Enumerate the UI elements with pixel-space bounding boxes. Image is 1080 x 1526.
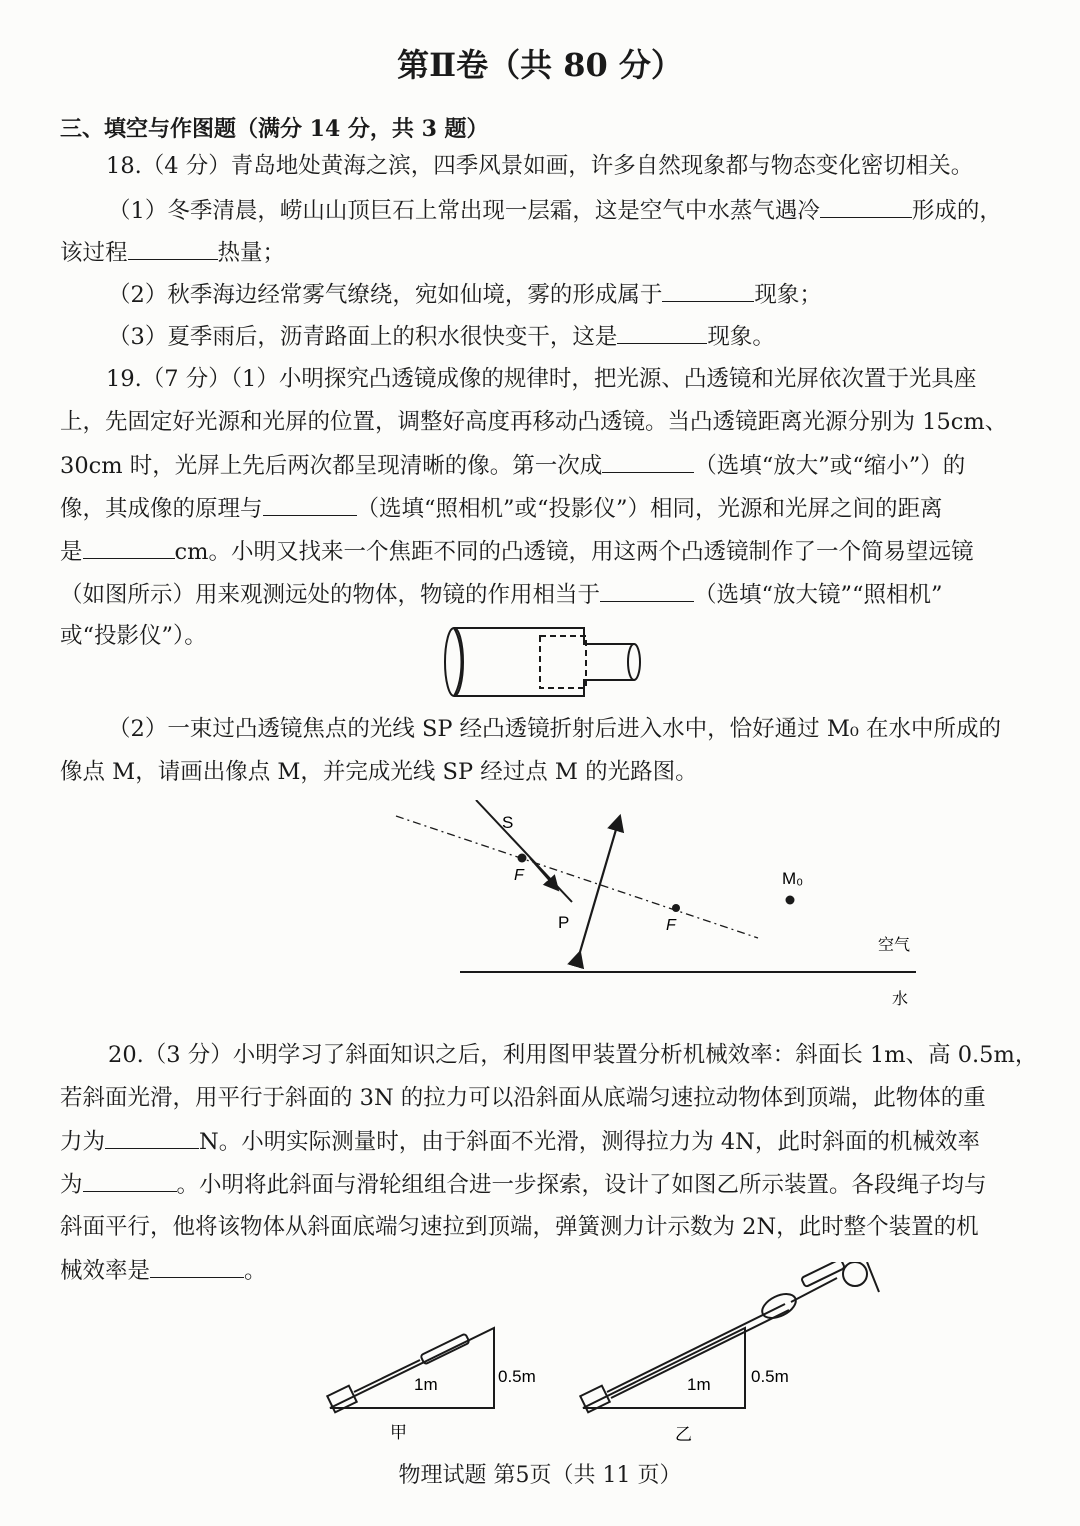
q19-line6-text-b: （选填“放大镜”“照相机” [694, 582, 943, 608]
q18-part2-text-a: （2）秋季海边经常雾气缭绕，宛如仙境，雾的形成属于 [108, 282, 663, 308]
q20-line4 [60, 1169, 987, 1200]
q20-line4-text-a: 为 [60, 1172, 83, 1198]
answer-blank[interactable] [83, 1169, 177, 1192]
wall-support [867, 1262, 879, 1292]
q19-line6 [60, 579, 943, 610]
q18-part1-line1 [108, 195, 1002, 226]
answer-blank[interactable] [83, 536, 175, 559]
incline-figure-b [575, 1262, 905, 1452]
spring-scale-b [801, 1262, 845, 1287]
rope-b-top [791, 1278, 837, 1302]
q19-line4-text-a: 像，其成像的原理与 [60, 496, 263, 522]
q20-line6-text-a: 械效率是 [60, 1258, 151, 1284]
q18-part1-line2 [60, 237, 285, 268]
page-title: 第Ⅱ卷（共 80 分） [397, 46, 683, 84]
label-p: P [558, 913, 570, 932]
answer-blank[interactable] [662, 279, 754, 302]
q18-part2 [108, 279, 822, 310]
q19-line5-text-a: 是 [60, 539, 83, 565]
q20-line3-text-a: 力为 [60, 1129, 106, 1155]
pulley-upper [843, 1262, 867, 1286]
q18-part3-text-a: （3）夏季雨后，沥青路面上的积水很快变干，这是 [108, 324, 618, 350]
q19-line2: 上，先固定好光源和光屏的位置，调整好高度再移动凸透镜。当凸透镜距离光源分别为 15cm、 [60, 409, 1008, 435]
q19-line6-text-a: （如图所示）用来观测远处的物体，物镜的作用相当于 [60, 582, 601, 608]
answer-blank[interactable] [600, 579, 694, 602]
q18-part1-text-d: 热量； [217, 240, 286, 266]
q19-line1: 19.（7 分）（1）小明探究凸透镜成像的规律时，把光源、凸透镜和光屏依次置于光具座 [106, 366, 977, 392]
focal-point-left [518, 854, 527, 863]
q19-line4-text-b: （选填“照相机”或“投影仪”）相同，光源和光屏之间的距离 [356, 496, 943, 522]
q18-part1-text-a: （1）冬季清晨，崂山山顶巨石上常出现一层霜，这是空气中水蒸气遇冷 [108, 198, 820, 224]
convex-lens [580, 816, 620, 952]
q19-line3-text-b: （选填“放大”或“缩小”）的 [694, 453, 966, 479]
answer-blank[interactable] [617, 321, 707, 344]
incline-a-height: 0.5m [498, 1367, 536, 1386]
q18-intro: 18.（4 分）青岛地处黄海之滨，四季风景如画，许多自然现象都与物态变化密切相关。 [106, 153, 974, 179]
q18-part3 [108, 321, 775, 352]
label-s: S [502, 813, 514, 832]
q18-part3-text-b: 现象。 [707, 324, 775, 350]
ray-sp [476, 800, 572, 902]
incline-figure-a [320, 1320, 550, 1450]
eyepiece-lens [628, 644, 640, 680]
q18-part1-text-c: 该过程 [60, 240, 128, 266]
objective-lens [445, 628, 463, 696]
q19-line4 [60, 493, 943, 524]
label-air: 空气 [878, 937, 911, 954]
q19-line5 [60, 536, 973, 567]
q20-line6 [60, 1255, 267, 1286]
page-footer: 物理试题 第5页（共 11 页） [398, 1463, 682, 1488]
focal-point-right [672, 904, 680, 912]
q20-line3-text-b: N。小明实际测量时，由于斜面不光滑，测得拉力为 4N，此时斜面的机械效率 [199, 1129, 980, 1155]
q19-line7: 或“投影仪”）。 [60, 623, 207, 649]
q20-line2: 若斜面光滑，用平行于斜面的 3N 的拉力可以沿斜面从底端匀速拉动物体到顶端，此物体的重 [60, 1085, 986, 1111]
telescope-figure [440, 624, 650, 700]
answer-blank[interactable] [263, 493, 357, 516]
q19-line3-text-a: 30cm 时，光屏上先后两次都呈现清晰的像。第一次成 [60, 453, 603, 479]
caption-b: 乙 [675, 1425, 692, 1444]
incline-b-height: 0.5m [751, 1367, 789, 1386]
incline-b-length: 1m [687, 1375, 711, 1394]
label-f-right: F [666, 917, 676, 934]
q19-part2-line1: （2）一束过凸透镜焦点的光线 SP 经凸透镜折射后进入水中，恰好通过 M₀ 在水中所成的 [108, 716, 1002, 742]
inner-tube-dashed [540, 636, 586, 688]
q20-line5: 斜面平行，他将该物体从斜面底端匀速拉到顶端，弹簧测力计示数为 2N，此时整个装置的机 [60, 1214, 979, 1240]
section-heading: 三、填空与作图题（满分 14 分，共 3 题） [60, 116, 489, 142]
point-m0 [786, 896, 795, 905]
q20-line1: 20.（3 分）小明学习了斜面知识之后，利用图甲装置分析机械效率：斜面长 1m、高 0.5m， [108, 1042, 1038, 1068]
caption-a: 甲 [390, 1423, 407, 1442]
q20-line4-text-b: 。小明将此斜面与滑轮组组合进一步探索，设计了如图乙所示装置。各段绳子均与 [176, 1172, 987, 1198]
optics-ray-diagram [380, 800, 940, 1015]
rope-a [354, 1360, 420, 1392]
answer-blank[interactable] [602, 450, 694, 473]
q19-line5-text-b: cm。小明又找来一个焦距不同的凸透镜，用这两个凸透镜制作了一个简易望远镜 [174, 539, 974, 565]
q20-line6-text-b: 。 [244, 1258, 267, 1284]
answer-blank[interactable] [128, 237, 218, 260]
answer-blank[interactable] [150, 1255, 244, 1278]
principal-axis [396, 816, 758, 938]
ray-arrow [530, 858, 558, 890]
answer-blank[interactable] [820, 195, 912, 218]
answer-blank[interactable] [105, 1126, 199, 1149]
q20-line3 [60, 1126, 980, 1157]
q19-line3 [60, 450, 965, 481]
label-f-left: F [514, 867, 524, 884]
label-m0: M₀ [782, 869, 804, 888]
q19-part2-line2: 像点 M，请画出像点 M，并完成光线 SP 经过点 M 的光路图。 [60, 759, 698, 785]
incline-a-length: 1m [414, 1375, 438, 1394]
q18-part1-text-b: 形成的， [911, 198, 1002, 224]
label-water: 水 [892, 991, 909, 1008]
q18-part2-text-b: 现象； [754, 282, 822, 308]
